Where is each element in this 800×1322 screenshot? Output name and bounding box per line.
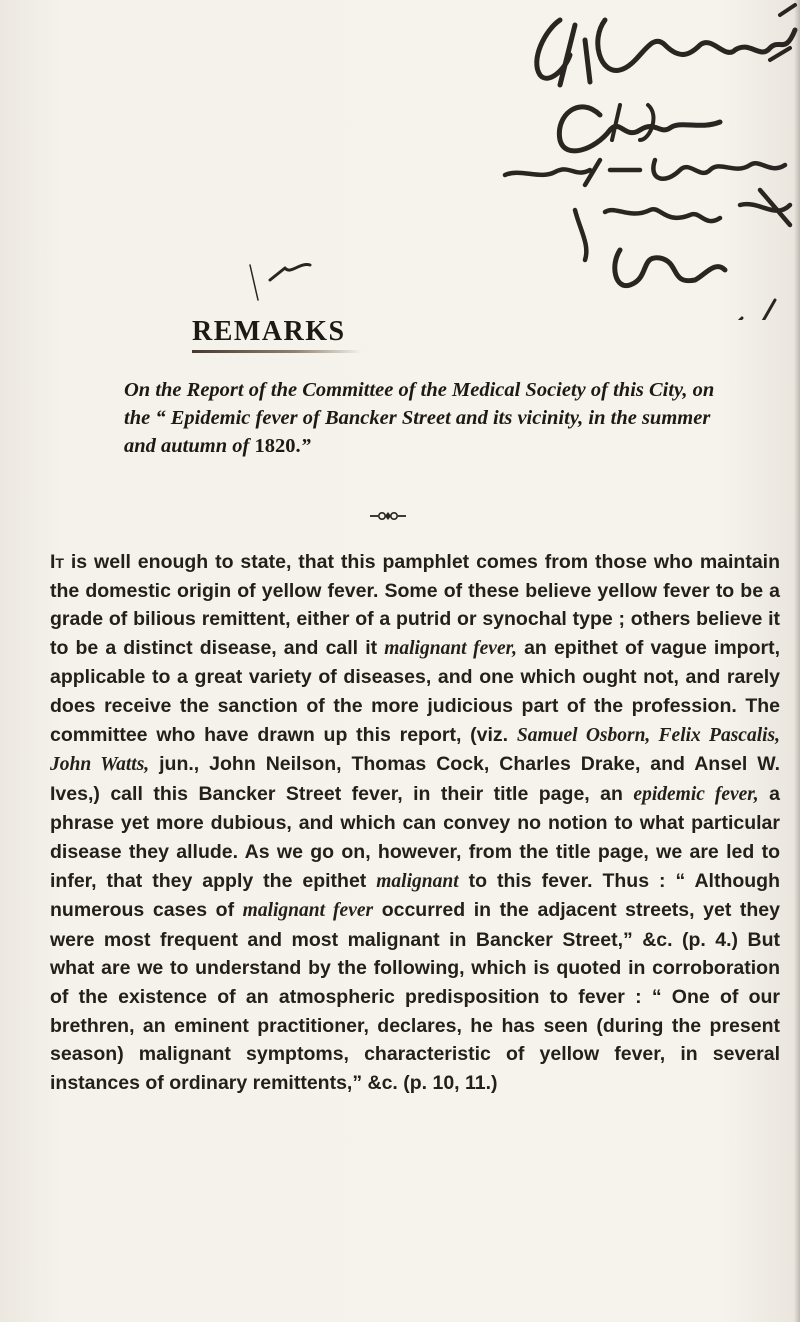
- subtitle-close-quote: ”: [300, 435, 311, 457]
- body-text-5: to this fever. Thus : “ Although numerous cases of: [50, 869, 780, 922]
- report-subtitle: [124, 376, 744, 460]
- subtitle-text: On the Report of the Committee of the Medical Society of this City, on the “ Epidemic fever of Bancker Street and its vicinity, in the summer and autumn of: [124, 379, 715, 457]
- page-edge-shadow: [794, 0, 800, 1322]
- body-text-2: an epithet of vague import, applicable to a great variety of diseases, and one which ought not, and rarely does receive the sanction of the more judicious part of the profession. The committee who have drawn up this report, (viz.: [50, 636, 780, 746]
- page-heading: REMARKS: [192, 316, 346, 347]
- italic-malignant-fever-2: malignant fever: [242, 900, 374, 922]
- body-text-4: a phrase yet more dubious, and which can convey no notion to what particular disease they allude. As we go on, however, from the title page, we are led to infer, that they apply the epithet: [50, 782, 780, 892]
- lead-word: It: [50, 551, 64, 573]
- subtitle-year: 1820.: [254, 435, 301, 457]
- ornament-divider-icon: [370, 510, 406, 522]
- italic-malignant-fever: malignant fever,: [384, 637, 517, 659]
- italic-committee-names: Samuel Osborn, Felix Pascalis, John Watts,: [50, 724, 780, 776]
- body-text-6: occurred in the adjacent streets, yet they were most frequent and most malignant in Bancker Street,” &c. (p. 4.) But what are we to understand by the following, which is quoted in corroboration of the existence of an atmospheric predisposition to fever : “ One of our brethren, an eminent practitioner, declares, he has seen (during the present season) malignant symptoms, characteristic of yellow fever, in several instances of ordinary remittents,” &c. (p. 10, 11.): [50, 899, 780, 1094]
- body-text-1: is well enough to state, that this pamphlet comes from those who maintain the domestic origin of yellow fever. Some of these believe yellow fever to be a grade of bilious remittent, either of a putrid or synochal type ; others believe it to be a distinct disease, and call it: [50, 551, 780, 659]
- italic-malignant: malignant: [376, 870, 459, 892]
- heading-underline: [192, 350, 362, 353]
- body-text-3: jun., John Neilson, Thomas Cock, Charles Drake, and Ansel W. Ives,) call this Bancker Street fever, in their title page, an: [50, 753, 780, 805]
- handwritten-inscription: [0, 0, 800, 320]
- body-paragraph: [50, 548, 780, 1097]
- italic-epidemic-fever: epidemic fever,: [633, 783, 759, 805]
